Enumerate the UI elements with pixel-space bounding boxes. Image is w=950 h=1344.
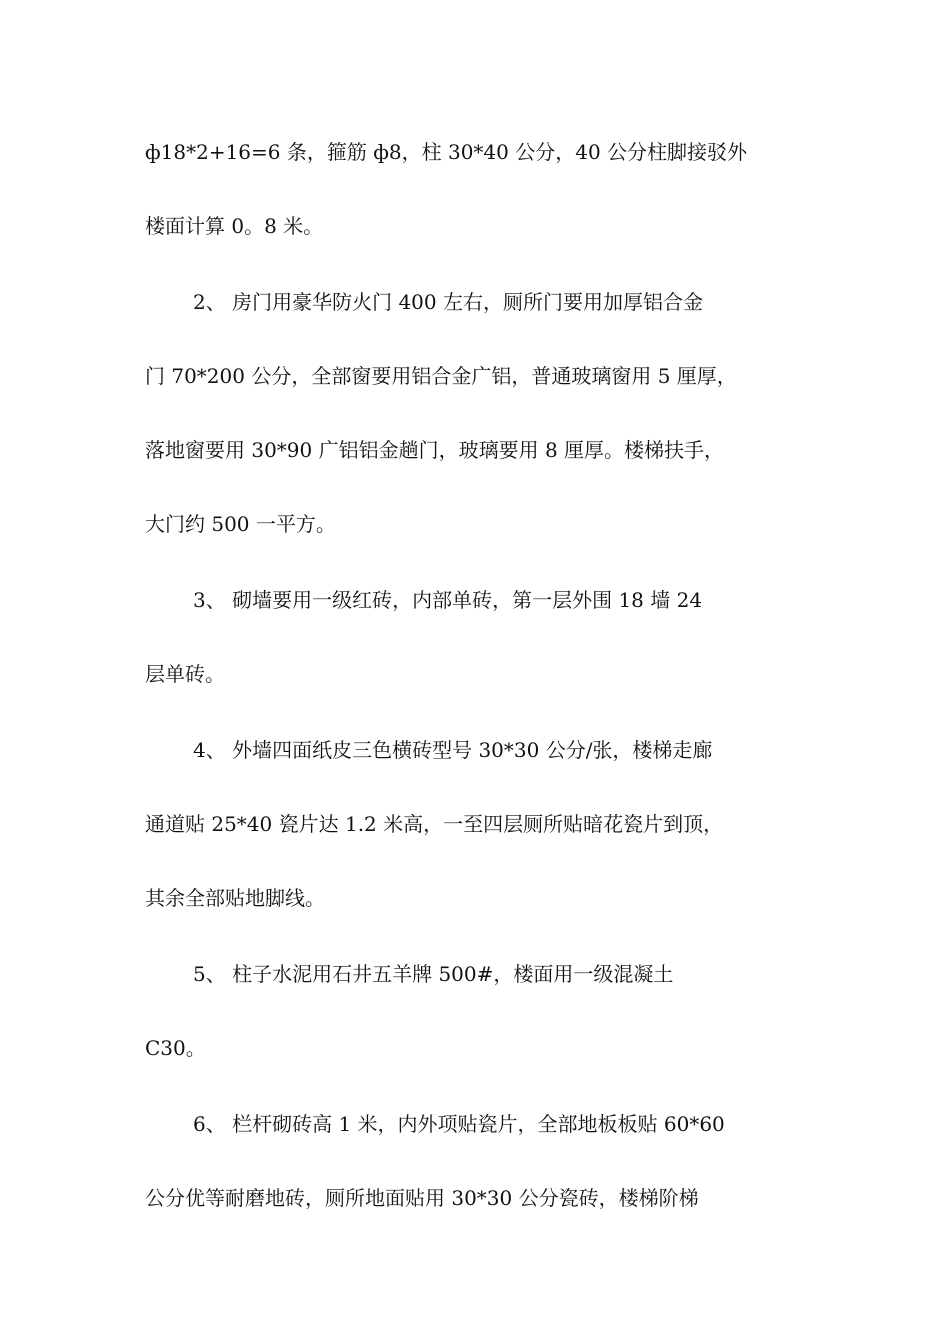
text-line-5: 落地窗要用 30*90 广铝铝金趟门，玻璃要用 8 厘厚。楼梯扶手， — [145, 438, 725, 462]
text-line-6: 大门约 500 一平方。 — [145, 512, 336, 536]
text-line-12: 5、 柱子水泥用石井五羊牌 500#，楼面用一级混凝土 — [193, 962, 674, 986]
text-line-11: 其余全部贴地脚线。 — [145, 886, 325, 910]
text-line-7: 3、 砌墙要用一级红砖，内部单砖，第一层外围 18 墙 24 — [193, 588, 703, 612]
text-line-1: ф18*2+16=6 条，箍筋 ф8，柱 30*40 公分，40 公分柱脚接驳外 — [145, 140, 748, 164]
text-line-14: 6、 栏杆砌砖高 1 米，内外项贴瓷片，全部地板板贴 60*60 — [193, 1112, 725, 1136]
text-line-4: 门 70*200 公分，全部窗要用铝合金广铝，普通玻璃窗用 5 厘厚， — [145, 364, 737, 388]
text-line-10: 通道贴 25*40 瓷片达 1.2 米高，一至四层厕所贴暗花瓷片到顶， — [145, 812, 724, 836]
text-line-9: 4、 外墙四面纸皮三色横砖型号 30*30 公分/张，楼梯走廊 — [193, 738, 713, 762]
text-line-15: 公分优等耐磨地砖，厕所地面贴用 30*30 公分瓷砖，楼梯阶梯 — [145, 1186, 699, 1210]
text-line-8: 层单砖。 — [145, 662, 225, 686]
text-line-2: 楼面计算 0。8 米。 — [145, 214, 324, 238]
text-line-3: 2、 房门用豪华防火门 400 左右，厕所门要用加厚铝合金 — [193, 290, 703, 314]
text-line-13: C30。 — [145, 1036, 206, 1060]
